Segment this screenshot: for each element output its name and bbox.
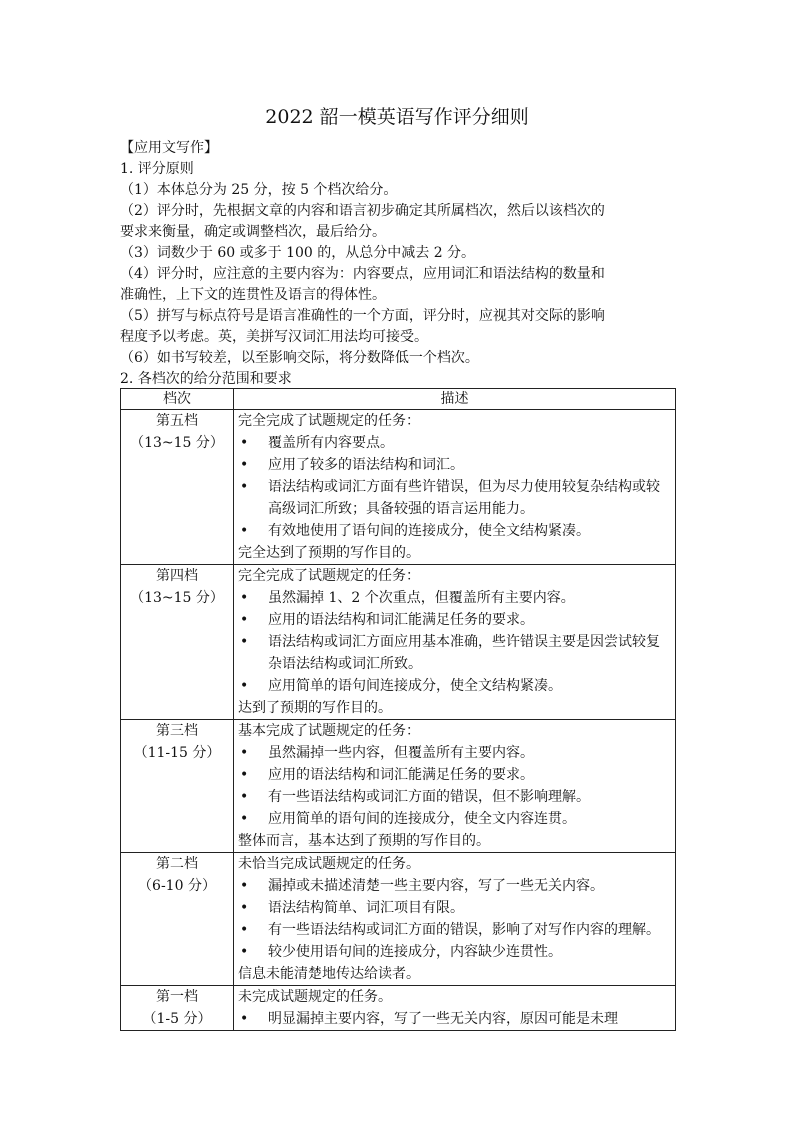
table-row xyxy=(121,986,676,1031)
description-bullet: • 有效地使用了语句间的连接成分，使全文结构紧凑。 xyxy=(238,520,671,542)
principle-line: 要求来衡量，确定或调整档次，最后给分。 xyxy=(120,224,386,240)
level-cell xyxy=(121,410,234,565)
level-range: （13~15 分） xyxy=(130,590,224,606)
table-row xyxy=(121,410,676,565)
level-range: （11-15 分） xyxy=(133,745,221,761)
description-bullet: • 应用简单的语句间连接成分，使全文结构紧凑。 xyxy=(238,675,671,697)
description-bullet: • 语法结构简单、词汇项目有限。 xyxy=(238,897,671,919)
description-cell xyxy=(234,853,676,986)
description-intro: 完全完成了试题规定的任务： xyxy=(238,568,420,584)
column-header-description: 描述 xyxy=(234,389,676,410)
principle-line: （3）词数少于 60 或多于 100 的，从总分中减去 2 分。 xyxy=(120,245,476,261)
description-cell xyxy=(234,986,676,1031)
principle-line: （4）评分时，应注意的主要内容为：内容要点，应用词汇和语法结构的数量和 xyxy=(120,266,605,282)
description-bullet: • 漏掉或未描述清楚一些主要内容，写了一些无关内容。 xyxy=(238,875,671,897)
table-row xyxy=(121,720,676,853)
level-cell xyxy=(121,565,234,720)
level-cell xyxy=(121,853,234,986)
level-range: （1-5 分） xyxy=(142,1011,212,1027)
principle-line: （1）本体总分为 25 分，按 5 个档次给分。 xyxy=(120,182,398,198)
description-bullet: • 应用的语法结构和词汇能满足任务的要求。 xyxy=(238,609,671,631)
level-range: （6-10 分） xyxy=(138,878,216,894)
level-name: 第三档 xyxy=(156,723,198,739)
description-intro: 基本完成了试题规定的任务： xyxy=(238,723,420,739)
description-bullet: • 语法结构或词汇方面应用基本准确，些许错误主要是因尝试较复杂语法结构或词汇所致。 xyxy=(238,631,671,675)
description-bullet: • 语法结构或词汇方面有些许错误，但为尽力使用较复杂结构或较高级词汇所致；具备较强的语言运用能力。 xyxy=(238,476,671,520)
description-bullet: • 虽然漏掉 1、2 个次重点，但覆盖所有主要内容。 xyxy=(238,587,671,609)
table-row xyxy=(121,853,676,986)
principle-line: 准确性，上下文的连贯性及语言的得体性。 xyxy=(120,287,386,303)
description-bullet: • 应用简单的语句间的连接成分，使全文内容连贯。 xyxy=(238,808,671,830)
levels-heading: 2. 各档次的给分范围和要求 xyxy=(120,371,292,387)
description-intro: 完全完成了试题规定的任务： xyxy=(238,413,420,429)
description-bullet: • 明显漏掉主要内容，写了一些无关内容，原因可能是未理 xyxy=(238,1008,671,1030)
level-range: （13~15 分） xyxy=(130,435,224,451)
principles-heading: 1. 评分原则 xyxy=(120,161,194,177)
description-outro: 达到了预期的写作目的。 xyxy=(238,700,392,716)
level-name: 第一档 xyxy=(156,989,198,1005)
description-bullet: • 应用的语法结构和词汇能满足任务的要求。 xyxy=(238,764,671,786)
description-bullet: • 有一些语法结构或词汇方面的错误，但不影响理解。 xyxy=(238,786,671,808)
description-cell xyxy=(234,565,676,720)
principle-line: 程度予以考虑。英，美拼写汉词汇用法均可接受。 xyxy=(120,329,428,345)
level-cell xyxy=(121,986,234,1031)
level-name: 第二档 xyxy=(156,856,198,872)
principle-line: （2）评分时，先根据文章的内容和语言初步确定其所属档次，然后以该档次的 xyxy=(120,203,605,219)
description-intro: 未完成试题规定的任务。 xyxy=(238,989,392,1005)
description-bullet: • 虽然漏掉一些内容，但覆盖所有主要内容。 xyxy=(238,742,671,764)
description-cell xyxy=(234,410,676,565)
principle-line: （5）拼写与标点符号是语言准确性的一个方面，评分时，应视其对交际的影响 xyxy=(120,308,605,324)
table-row xyxy=(121,565,676,720)
description-bullet: • 覆盖所有内容要点。 xyxy=(238,432,671,454)
description-outro: 信息未能清楚地传达给读者。 xyxy=(238,966,420,982)
description-bullet: • 有一些语法结构或词汇方面的错误，影响了对写作内容的理解。 xyxy=(238,919,671,941)
description-outro: 整体而言，基本达到了预期的写作目的。 xyxy=(238,833,490,849)
column-header-level: 档次 xyxy=(121,389,234,410)
description-intro: 未恰当完成试题规定的任务。 xyxy=(238,856,420,872)
section-heading: 【应用文写作】 xyxy=(120,140,218,156)
document-title: 2022 韶一模英语写作评分细则 xyxy=(265,106,529,128)
table-header-row xyxy=(121,389,676,410)
description-outro: 完全达到了预期的写作目的。 xyxy=(238,545,420,561)
description-cell xyxy=(234,720,676,853)
description-bullet: • 较少使用语句间的连接成分，内容缺少连贯性。 xyxy=(238,941,671,963)
scoring-table xyxy=(120,388,676,1031)
level-cell xyxy=(121,720,234,853)
principle-line: （6）如书写较差，以至影响交际，将分数降低一个档次。 xyxy=(120,350,479,366)
level-name: 第四档 xyxy=(156,568,198,584)
description-bullet: • 应用了较多的语法结构和词汇。 xyxy=(238,454,671,476)
level-name: 第五档 xyxy=(156,413,198,429)
